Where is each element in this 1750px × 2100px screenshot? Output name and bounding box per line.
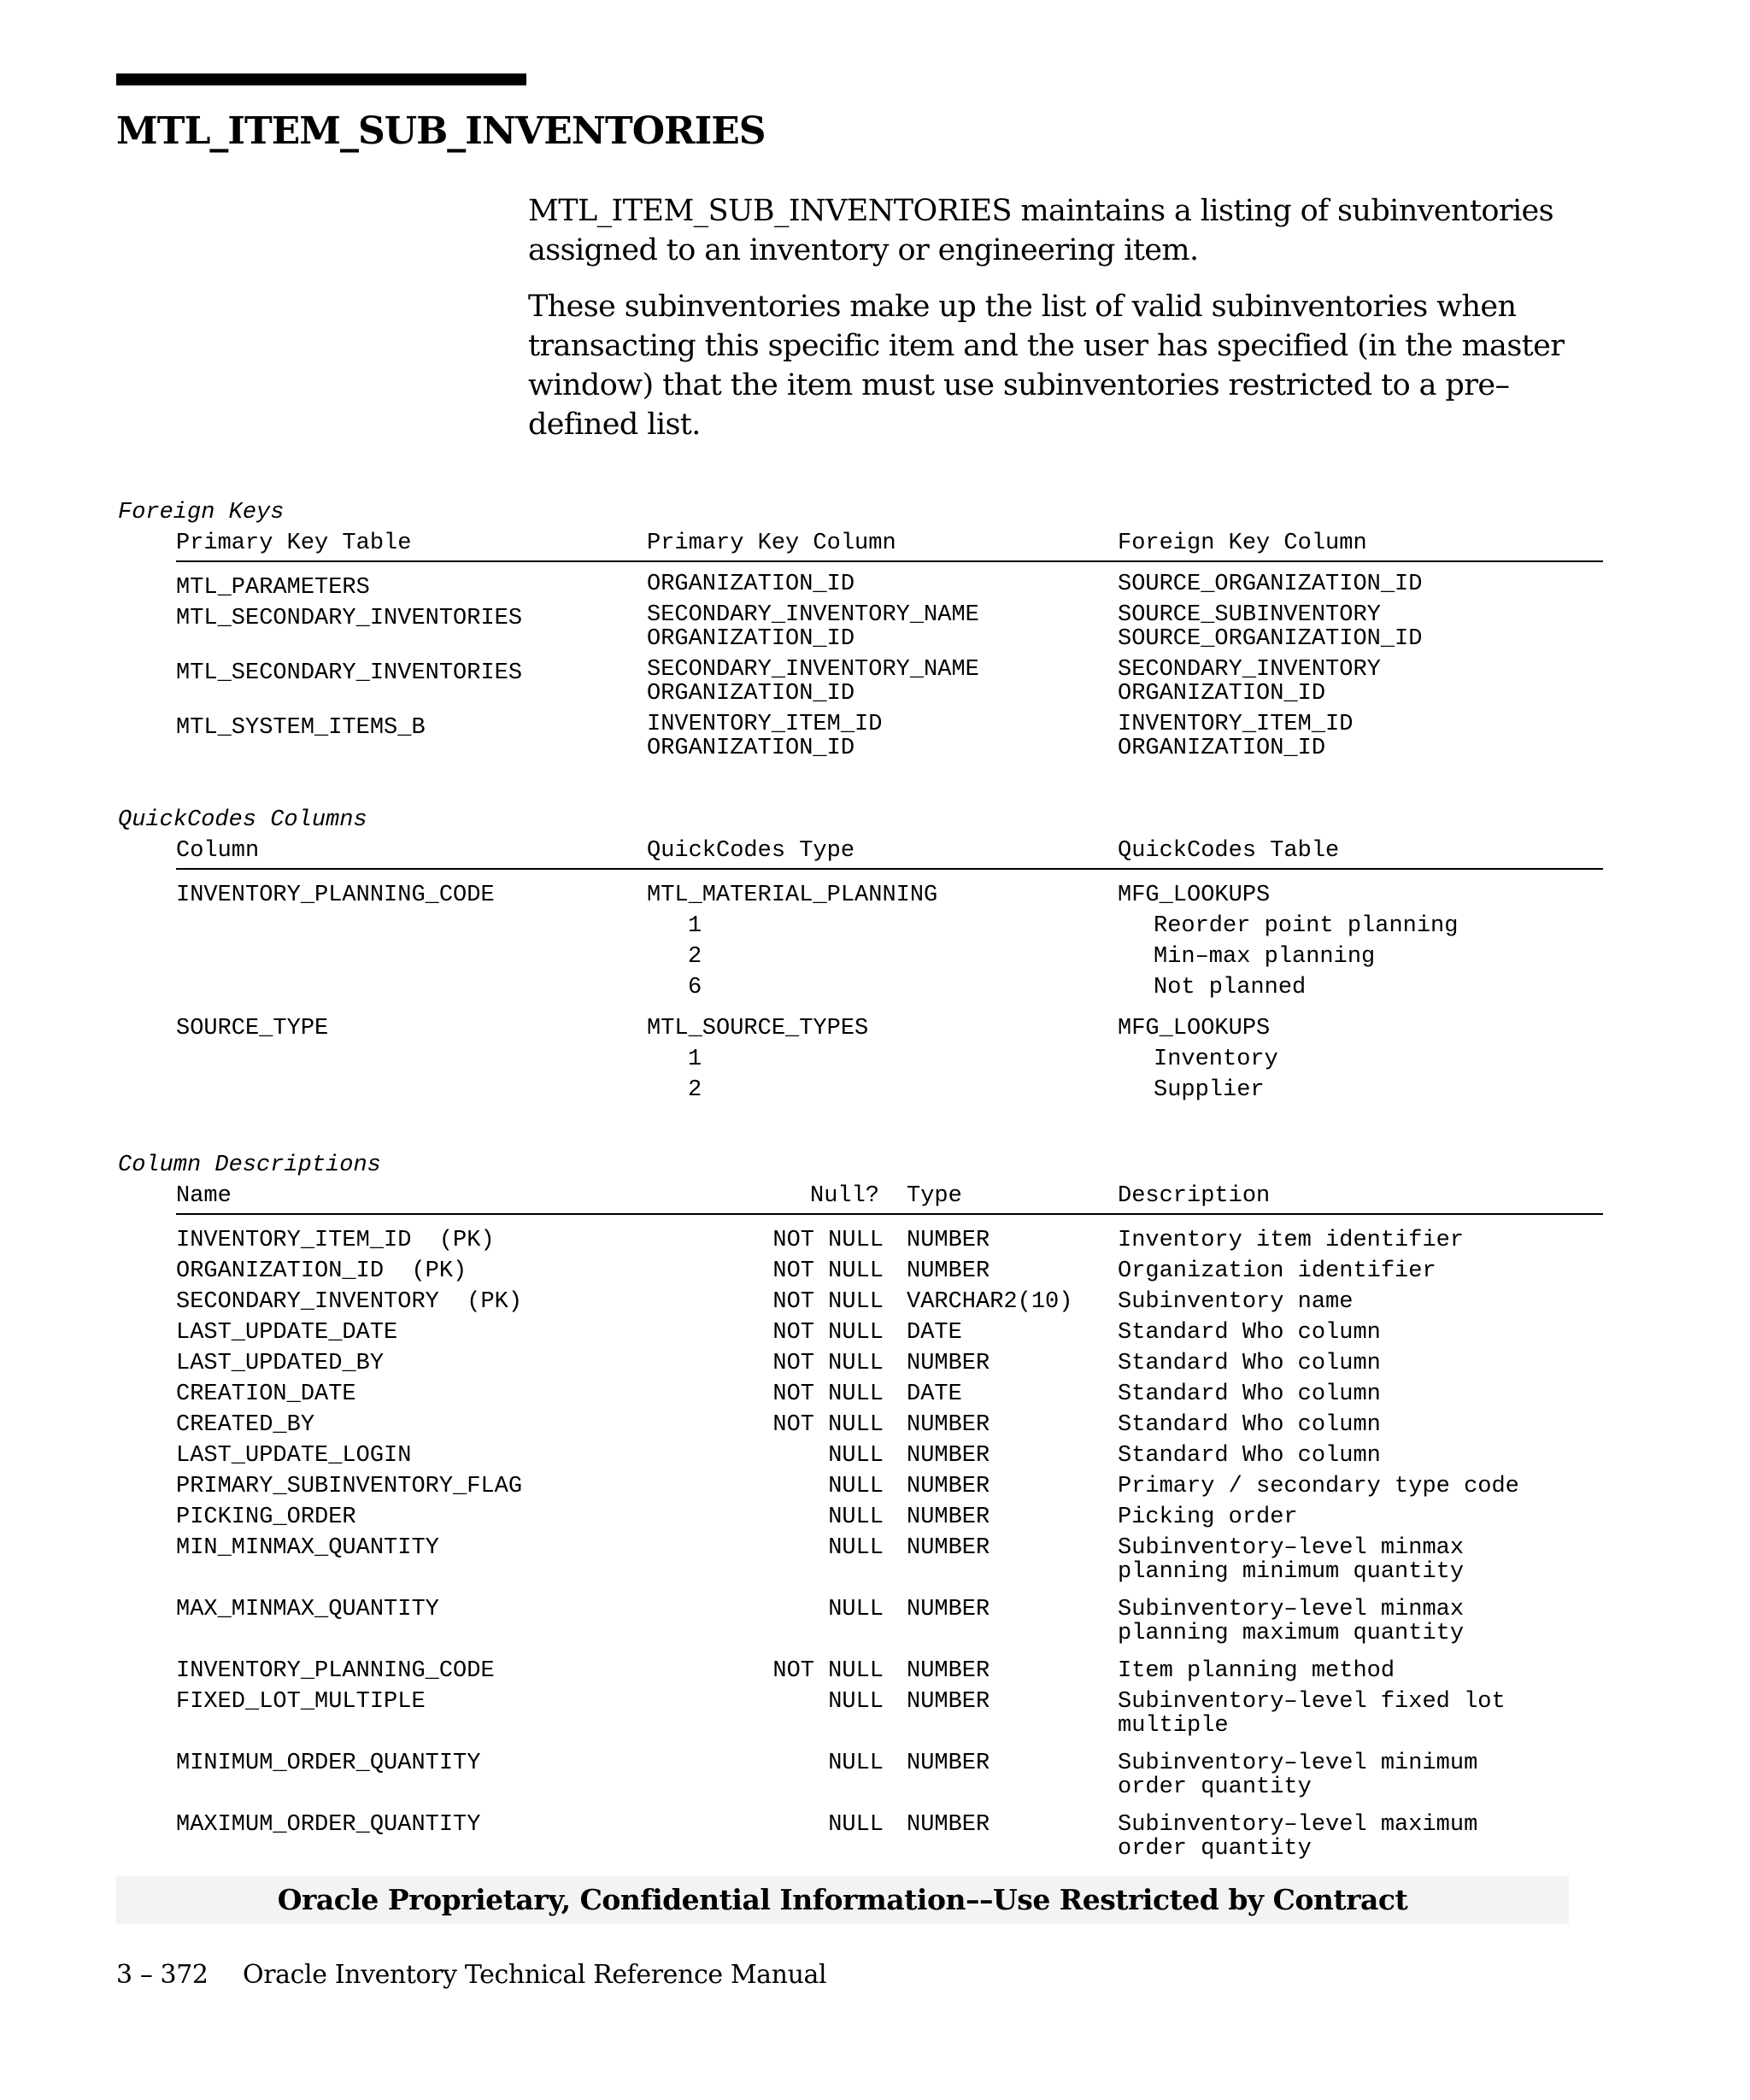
cell-line: NOT NULL: [772, 1320, 884, 1346]
cell-line: NUMBER: [907, 1412, 990, 1438]
cell-line: NUMBER: [907, 1351, 990, 1376]
table-cell: [1118, 658, 1381, 706]
table-cell: [772, 1410, 884, 1440]
table-cell: [1118, 572, 1422, 596]
table-cell: [772, 1348, 884, 1379]
table-cell: [176, 713, 426, 743]
column-header: Description: [1118, 1183, 1271, 1209]
column-header: Column: [176, 838, 260, 864]
cell-line: Organization identifier: [1118, 1258, 1436, 1284]
table-cell: [828, 1686, 884, 1717]
cell-line: NOT NULL: [772, 1289, 884, 1315]
table-cell: [176, 1379, 356, 1410]
cell-line: ORGANIZATION_ID: [647, 736, 855, 761]
cell-line: Subinventory–level fixed lot: [1118, 1689, 1506, 1715]
table-cell: [688, 1044, 702, 1075]
table-cell: [176, 1533, 439, 1563]
cell-line: NOT NULL: [772, 1381, 884, 1407]
column-header: Null?: [810, 1183, 880, 1209]
table-cell: [1118, 1598, 1464, 1645]
table-row: [176, 1502, 1603, 1533]
cell-line: LAST_UPDATED_BY: [176, 1351, 385, 1376]
cell-line: MTL_MATERIAL_PLANNING: [647, 883, 938, 908]
cell-line: 2: [688, 944, 702, 970]
confidential-notice: Oracle Proprietary, Confidential Information––Use Restricted by Contract: [116, 1876, 1569, 1924]
cell-line: PICKING_ORDER: [176, 1505, 356, 1530]
table-row: [176, 658, 1603, 713]
table-row: [176, 1348, 1603, 1379]
cell-line: 1: [688, 1047, 702, 1072]
cell-line: Reorder point planning: [1154, 913, 1459, 939]
foreign-keys-title: Foreign Keys: [118, 500, 285, 525]
cell-line: NUMBER: [907, 1228, 990, 1253]
table-cell: [176, 1440, 411, 1471]
cell-line: NULL: [828, 1689, 884, 1715]
table-cell: [1118, 1659, 1395, 1683]
table-cell: [772, 1287, 884, 1317]
cell-line: Subinventory–level minmax: [1118, 1535, 1465, 1561]
table-row: [176, 603, 1603, 658]
table-cell: [907, 1317, 962, 1348]
table-cell: [1118, 603, 1422, 651]
table-cell: [176, 880, 495, 911]
cell-line: Min–max planning: [1154, 944, 1376, 970]
table-cell: [907, 1256, 990, 1287]
cell-line: planning minimum quantity: [1118, 1559, 1465, 1585]
cell-line: DATE: [907, 1381, 962, 1407]
table-body: [176, 1225, 1603, 1871]
cell-line: ORGANIZATION_ID: [647, 626, 855, 652]
table-row: [176, 972, 1603, 1003]
cell-line: NULL: [828, 1597, 884, 1622]
intro-text: [528, 191, 1579, 461]
table-header: [176, 1181, 1603, 1215]
table-cell: [647, 572, 854, 596]
table-cell: [1118, 1413, 1381, 1437]
column-header: Primary Key Column: [647, 531, 896, 556]
cell-line: NOT NULL: [772, 1658, 884, 1684]
cell-line: SECONDARY_INVENTORY_NAME: [647, 602, 979, 628]
cell-line: Standard Who column: [1118, 1443, 1381, 1469]
table-cell: [176, 603, 522, 634]
table-cell: [772, 1256, 884, 1287]
header-rule: [116, 73, 526, 85]
cell-line: order quantity: [1118, 1774, 1312, 1800]
table-row: [176, 1533, 1603, 1594]
cell-line: MTL_SYSTEM_ITEMS_B: [176, 715, 426, 741]
table-cell: [176, 572, 370, 603]
cell-line: SOURCE_ORGANIZATION_ID: [1118, 626, 1423, 652]
cell-line: NULL: [828, 1474, 884, 1499]
table-body: [176, 572, 1603, 767]
table-row: [176, 1287, 1603, 1317]
cell-line: Standard Who column: [1118, 1412, 1381, 1438]
cell-line: order quantity: [1118, 1836, 1312, 1862]
cell-line: Inventory: [1154, 1047, 1278, 1072]
foreign-keys-table: [176, 528, 1603, 767]
cell-line: NOT NULL: [772, 1258, 884, 1284]
table-row: [176, 572, 1603, 603]
cell-line: SOURCE_ORGANIZATION_ID: [1118, 572, 1423, 597]
cell-line: MTL_SOURCE_TYPES: [647, 1016, 869, 1041]
cell-line: NUMBER: [907, 1689, 990, 1715]
cell-line: Standard Who column: [1118, 1351, 1381, 1376]
table-cell: [772, 1656, 884, 1686]
cell-line: Supplier: [1154, 1077, 1265, 1103]
table-row: [176, 1225, 1603, 1256]
cell-line: Subinventory–level minimum: [1118, 1751, 1478, 1776]
cell-line: MTL_SECONDARY_INVENTORIES: [176, 606, 523, 631]
cell-line: LAST_UPDATE_DATE: [176, 1320, 398, 1346]
table-cell: [907, 1379, 962, 1410]
table-row: [176, 1256, 1603, 1287]
table-cell: [907, 1594, 990, 1625]
table-cell: [176, 1502, 356, 1533]
cell-line: NULL: [828, 1443, 884, 1469]
cell-line: Subinventory–level maximum: [1118, 1812, 1478, 1838]
table-cell: [1118, 1505, 1298, 1529]
table-row: [176, 1044, 1603, 1075]
table-cell: [688, 972, 702, 1003]
table-cell: [176, 658, 522, 689]
page-footer: [116, 1958, 826, 1992]
cell-line: NULL: [828, 1812, 884, 1838]
cell-line: 2: [688, 1077, 702, 1103]
table-row: [176, 1410, 1603, 1440]
cell-line: Subinventory–level minmax: [1118, 1597, 1465, 1622]
cell-line: MFG_LOOKUPS: [1118, 1016, 1271, 1041]
cell-line: SECONDARY_INVENTORY_NAME: [647, 657, 979, 683]
table-cell: [907, 1502, 990, 1533]
table-cell: [647, 713, 882, 760]
table-cell: [647, 880, 937, 911]
cell-line: NULL: [828, 1751, 884, 1776]
cell-line: Item planning method: [1118, 1658, 1395, 1684]
table-cell: [1118, 1690, 1506, 1738]
table-cell: [1118, 1813, 1477, 1861]
cell-line: MIN_MINMAX_QUANTITY: [176, 1535, 439, 1561]
table-row: [176, 1748, 1603, 1810]
table-cell: [828, 1471, 884, 1502]
column-header: Name: [176, 1183, 232, 1209]
cell-line: INVENTORY_ITEM_ID (PK): [176, 1228, 495, 1253]
table-cell: [1154, 1044, 1278, 1075]
table-cell: [1118, 880, 1270, 911]
table-cell: [907, 1471, 990, 1502]
cell-line: NOT NULL: [772, 1351, 884, 1376]
cell-line: FIXED_LOT_MULTIPLE: [176, 1689, 426, 1715]
table-cell: [772, 1317, 884, 1348]
table-body: [176, 880, 1603, 1106]
cell-line: NUMBER: [907, 1443, 990, 1469]
table-cell: [772, 1379, 884, 1410]
intro-paragraph: MTL_ITEM_SUB_INVENTORIES maintains a listing of subinventories assigned to an inventory or engineering item.: [528, 194, 1554, 267]
table-cell: [688, 941, 702, 972]
table-row: [176, 1471, 1603, 1502]
table-row: [176, 1686, 1603, 1748]
column-descriptions-table: [176, 1181, 1603, 1871]
cell-line: DATE: [907, 1320, 962, 1346]
table-cell: [1118, 1751, 1477, 1799]
cell-line: SOURCE_SUBINVENTORY: [1118, 602, 1381, 628]
cell-line: Picking order: [1118, 1505, 1298, 1530]
cell-line: INVENTORY_ITEM_ID: [647, 712, 883, 737]
cell-line: SECONDARY_INVENTORY: [1118, 657, 1381, 683]
intro-paragraph: These subinventories make up the list of valid subinventories when transacting this specific item and the user has specified (in the master window) that the item must use subinventories restricted to a pre–defined list.: [528, 290, 1565, 442]
table-cell: [176, 1686, 426, 1717]
cell-line: NUMBER: [907, 1597, 990, 1622]
cell-line: MFG_LOOKUPS: [1118, 883, 1271, 908]
table-cell: [176, 1256, 467, 1287]
table-row: [176, 1656, 1603, 1686]
table-cell: [1118, 1259, 1436, 1283]
table-row: [176, 1810, 1603, 1871]
table-cell: [1118, 1444, 1381, 1468]
table-header: [176, 836, 1603, 870]
cell-line: MINIMUM_ORDER_QUANTITY: [176, 1751, 481, 1776]
table-cell: [1154, 941, 1375, 972]
cell-line: CREATION_DATE: [176, 1381, 356, 1407]
cell-line: SOURCE_TYPE: [176, 1016, 329, 1041]
table-cell: [688, 1075, 702, 1106]
table-cell: [176, 1748, 480, 1779]
table-cell: [176, 1410, 314, 1440]
table-cell: [176, 1656, 495, 1686]
table-cell: [1118, 1290, 1353, 1314]
table-cell: [907, 1225, 990, 1256]
cell-line: SECONDARY_INVENTORY (PK): [176, 1289, 523, 1315]
table-cell: [1118, 1013, 1270, 1044]
cell-line: NUMBER: [907, 1658, 990, 1684]
cell-line: MAX_MINMAX_QUANTITY: [176, 1597, 439, 1622]
page-number: 3 – 372: [116, 1960, 208, 1990]
table-cell: [907, 1533, 990, 1563]
cell-line: NUMBER: [907, 1505, 990, 1530]
table-cell: [1118, 1321, 1381, 1345]
cell-line: NUMBER: [907, 1812, 990, 1838]
table-cell: [907, 1686, 990, 1717]
cell-line: ORGANIZATION_ID: [647, 572, 855, 597]
table-cell: [176, 1287, 522, 1317]
page-title: MTL_ITEM_SUB_INVENTORIES: [116, 109, 766, 153]
table-cell: [176, 1810, 480, 1840]
cell-line: LAST_UPDATE_LOGIN: [176, 1443, 412, 1469]
table-cell: [1118, 1536, 1464, 1584]
column-header: Primary Key Table: [176, 531, 412, 556]
cell-line: Standard Who column: [1118, 1320, 1381, 1346]
cell-line: NUMBER: [907, 1474, 990, 1499]
column-descriptions-title: Column Descriptions: [118, 1153, 381, 1178]
table-cell: [907, 1748, 990, 1779]
table-row: [176, 713, 1603, 767]
table-row: [176, 1379, 1603, 1410]
table-cell: [176, 1013, 328, 1044]
cell-line: PRIMARY_SUBINVENTORY_FLAG: [176, 1474, 523, 1499]
table-row: [176, 941, 1603, 972]
cell-line: 1: [688, 913, 702, 939]
cell-line: NOT NULL: [772, 1412, 884, 1438]
table-cell: [828, 1810, 884, 1840]
cell-line: ORGANIZATION_ID: [1118, 681, 1326, 707]
cell-line: 6: [688, 975, 702, 1000]
table-row: [176, 1075, 1603, 1106]
cell-line: ORGANIZATION_ID: [1118, 736, 1326, 761]
cell-line: INVENTORY_ITEM_ID: [1118, 712, 1354, 737]
table-row: [176, 1013, 1603, 1044]
cell-line: planning maximum quantity: [1118, 1621, 1465, 1646]
cell-line: multiple: [1118, 1713, 1229, 1739]
column-header: Foreign Key Column: [1118, 531, 1367, 556]
table-cell: [176, 1471, 522, 1502]
table-cell: [1154, 972, 1306, 1003]
cell-line: NULL: [828, 1505, 884, 1530]
cell-line: Not planned: [1154, 975, 1307, 1000]
table-cell: [1118, 1229, 1464, 1252]
table-row: [176, 911, 1603, 941]
table-cell: [1154, 1075, 1265, 1106]
cell-line: Primary / secondary type code: [1118, 1474, 1519, 1499]
cell-line: Subinventory name: [1118, 1289, 1354, 1315]
cell-line: INVENTORY_PLANNING_CODE: [176, 883, 495, 908]
cell-line: MTL_SECONDARY_INVENTORIES: [176, 660, 523, 686]
cell-line: Inventory item identifier: [1118, 1228, 1465, 1253]
cell-line: VARCHAR2(10): [907, 1289, 1073, 1315]
cell-line: ORGANIZATION_ID: [647, 681, 855, 707]
column-header: QuickCodes Type: [647, 838, 855, 864]
table-cell: [1118, 1352, 1381, 1376]
table-cell: [907, 1656, 990, 1686]
column-header: Type: [907, 1183, 962, 1209]
table-cell: [1118, 1382, 1381, 1406]
cell-line: MAXIMUM_ORDER_QUANTITY: [176, 1812, 481, 1838]
cell-line: ORGANIZATION_ID (PK): [176, 1258, 467, 1284]
table-cell: [1118, 713, 1353, 760]
cell-line: NOT NULL: [772, 1228, 884, 1253]
table-row: [176, 1317, 1603, 1348]
table-cell: [772, 1225, 884, 1256]
table-header: [176, 528, 1603, 562]
table-cell: [907, 1810, 990, 1840]
table-cell: [828, 1594, 884, 1625]
table-cell: [828, 1502, 884, 1533]
table-cell: [907, 1410, 990, 1440]
cell-line: NUMBER: [907, 1258, 990, 1284]
table-cell: [176, 1348, 384, 1379]
table-cell: [828, 1533, 884, 1563]
table-cell: [907, 1348, 990, 1379]
cell-line: MTL_PARAMETERS: [176, 575, 370, 601]
cell-line: NUMBER: [907, 1535, 990, 1561]
cell-line: Standard Who column: [1118, 1381, 1381, 1407]
table-cell: [647, 658, 979, 706]
cell-line: CREATED_BY: [176, 1412, 315, 1438]
table-cell: [176, 1225, 495, 1256]
table-row: [176, 880, 1603, 911]
quickcodes-table: [176, 836, 1603, 1106]
table-cell: [828, 1440, 884, 1471]
table-cell: [907, 1440, 990, 1471]
table-row: [176, 1594, 1603, 1656]
table-cell: [647, 603, 979, 651]
manual-title: Oracle Inventory Technical Reference Manual: [243, 1960, 827, 1990]
table-cell: [828, 1748, 884, 1779]
table-cell: [647, 1013, 868, 1044]
table-cell: [1118, 1475, 1519, 1499]
cell-line: INVENTORY_PLANNING_CODE: [176, 1658, 495, 1684]
column-header: QuickCodes Table: [1118, 838, 1340, 864]
table-cell: [907, 1287, 1072, 1317]
table-cell: [688, 911, 702, 941]
table-cell: [176, 1317, 397, 1348]
quickcodes-title: QuickCodes Columns: [118, 807, 367, 833]
table-cell: [1154, 911, 1458, 941]
cell-line: NUMBER: [907, 1751, 990, 1776]
table-row: [176, 1440, 1603, 1471]
table-cell: [176, 1594, 439, 1625]
cell-line: NULL: [828, 1535, 884, 1561]
